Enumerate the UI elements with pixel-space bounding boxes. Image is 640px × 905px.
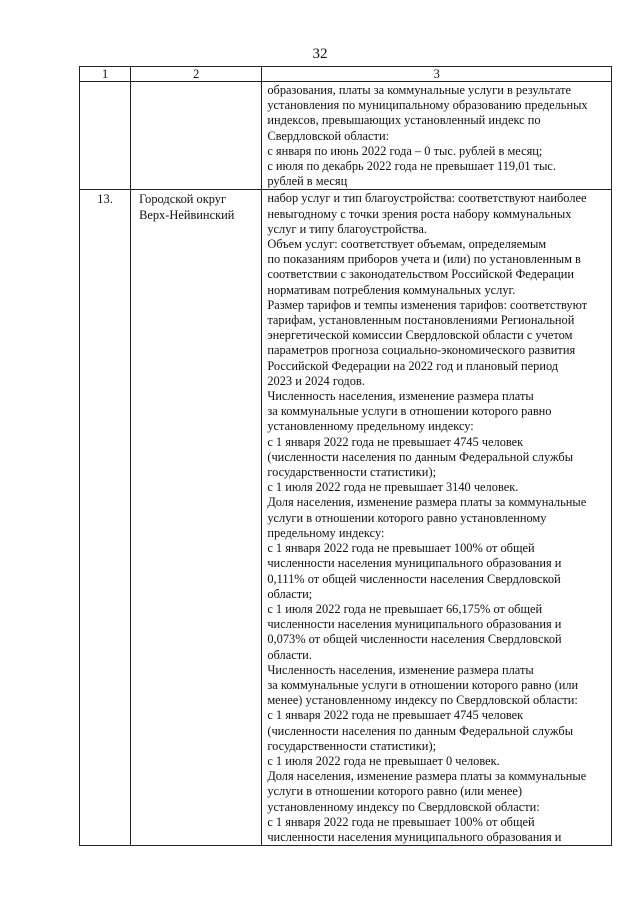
- text-line: услуги в отношении которого равно (или менее): [267, 784, 523, 799]
- text-line: энергетической комиссии Свердловской области с учетом: [267, 328, 573, 343]
- text-line: государственности статистики);: [267, 738, 437, 753]
- text-line: установленному предельному индексу:: [267, 419, 474, 434]
- municipality-name-line: Верх-Нейвинский: [139, 207, 235, 222]
- text-line: тарифам, установленным постановлениями Региональной: [267, 313, 575, 328]
- table-row-continued: [80, 82, 612, 190]
- text-line: 0,111% от общей численности населения Свердловской: [267, 571, 561, 586]
- text-line: параметров прогноза социально-экономического развития: [267, 343, 576, 358]
- text-line: с 1 января 2022 года не превышает 100% от общей: [267, 541, 535, 556]
- text-line: рублей в месяц: [267, 174, 348, 189]
- text-line: Доля населения, изменение размера платы за коммунальные: [267, 769, 587, 784]
- text-line: установленному индексу по Свердловской области:: [267, 799, 540, 814]
- text-line: с июля по декабрь 2022 года не превышает 119,01 тыс.: [267, 159, 557, 174]
- row-number-cell: 13.: [80, 190, 131, 846]
- text-line: государственности статистики);: [267, 465, 437, 480]
- text-line: Российской Федерации на 2022 год и плановый период: [267, 358, 559, 373]
- page-number: 32: [312, 46, 328, 62]
- municipality-name-line: Городской округ: [139, 192, 227, 207]
- text-line: услуги в отношении которого равно установленному: [267, 510, 547, 525]
- text-line: с 1 января 2022 года не превышает 4745 человек: [267, 434, 524, 449]
- text-line: (численности населения по данным Федеральной службы: [267, 449, 574, 464]
- text-line: с 1 июля 2022 года не превышает 3140 человек.: [267, 480, 519, 495]
- text-line: невыгодному с точки зрения роста набору коммунальных: [267, 206, 572, 221]
- text-line: за коммунальные услуги в отношении которого равно (или: [267, 677, 579, 692]
- text-line: по показаниям приборов учета и (или) по установленным в: [267, 252, 581, 267]
- text-line: с 1 июля 2022 года не превышает 0 человек.: [267, 753, 500, 768]
- text-line: численности населения муниципального образования и: [267, 556, 562, 571]
- column-header-number: 1: [80, 67, 131, 82]
- text-line: образования, платы за коммунальные услуги в результате: [267, 83, 572, 97]
- text-line: Объем услуг: соответствует объемам, определяемым: [267, 237, 547, 252]
- column-header-name: 2: [131, 67, 262, 82]
- text-line: соответствии с законодательством Российской Федерации: [267, 267, 574, 282]
- text-line: численности населения муниципального образования и: [267, 617, 562, 632]
- text-line: 2023 и 2024 годов.: [267, 373, 365, 388]
- text-line: 0,073% от общей численности населения Свердловской: [267, 632, 562, 647]
- text-line: предельному индексу:: [267, 525, 385, 540]
- text-line: менее) установленному индексу по Свердловской области:: [267, 693, 578, 708]
- row-description-cell: [262, 82, 612, 190]
- text-line: с 1 января 2022 года не превышает 100% от общей: [267, 814, 535, 829]
- text-line: с января по июнь 2022 года – 0 тыс. рублей в месяц;: [267, 143, 543, 158]
- text-line: Свердловской области:: [267, 128, 390, 143]
- text-line: численности населения муниципального образования и: [267, 829, 562, 844]
- text-line: установления по муниципальному образованию предельных: [267, 98, 588, 113]
- row-description-cell: [262, 190, 612, 846]
- text-line: нормативам потребления коммунальных услуг.: [267, 282, 516, 297]
- text-line: за коммунальные услуги в отношении которого равно: [267, 404, 552, 419]
- text-line: Численность населения, изменение размера платы: [267, 389, 534, 404]
- row-number-cell-empty: [80, 82, 131, 190]
- text-line: набор услуг и тип благоустройства: соответствуют наиболее: [267, 191, 587, 206]
- text-line: с 1 июля 2022 года не превышает 66,175% от общей: [267, 601, 543, 616]
- text-line: Численность населения, изменение размера платы: [267, 662, 534, 677]
- text-line: услуг и типу благоустройства.: [267, 221, 427, 236]
- table-header-row: [80, 67, 612, 82]
- text-line: с 1 января 2022 года не превышает 4745 человек: [267, 708, 524, 723]
- document-table: [79, 66, 612, 846]
- text-line: Доля населения, изменение размера платы за коммунальные: [267, 495, 587, 510]
- municipality-name-cell: [131, 190, 262, 846]
- text-line: индексов, превышающих установленный индекс по: [267, 113, 541, 128]
- text-line: Размер тарифов и темпы изменения тарифов: соответствуют: [267, 297, 588, 312]
- table-row-13: [80, 190, 612, 846]
- text-line: области.: [267, 647, 312, 662]
- text-line: области;: [267, 586, 313, 601]
- row-name-cell-empty: [131, 82, 262, 190]
- text-line: (численности населения по данным Федеральной службы: [267, 723, 574, 738]
- column-header-description: 3: [262, 67, 612, 82]
